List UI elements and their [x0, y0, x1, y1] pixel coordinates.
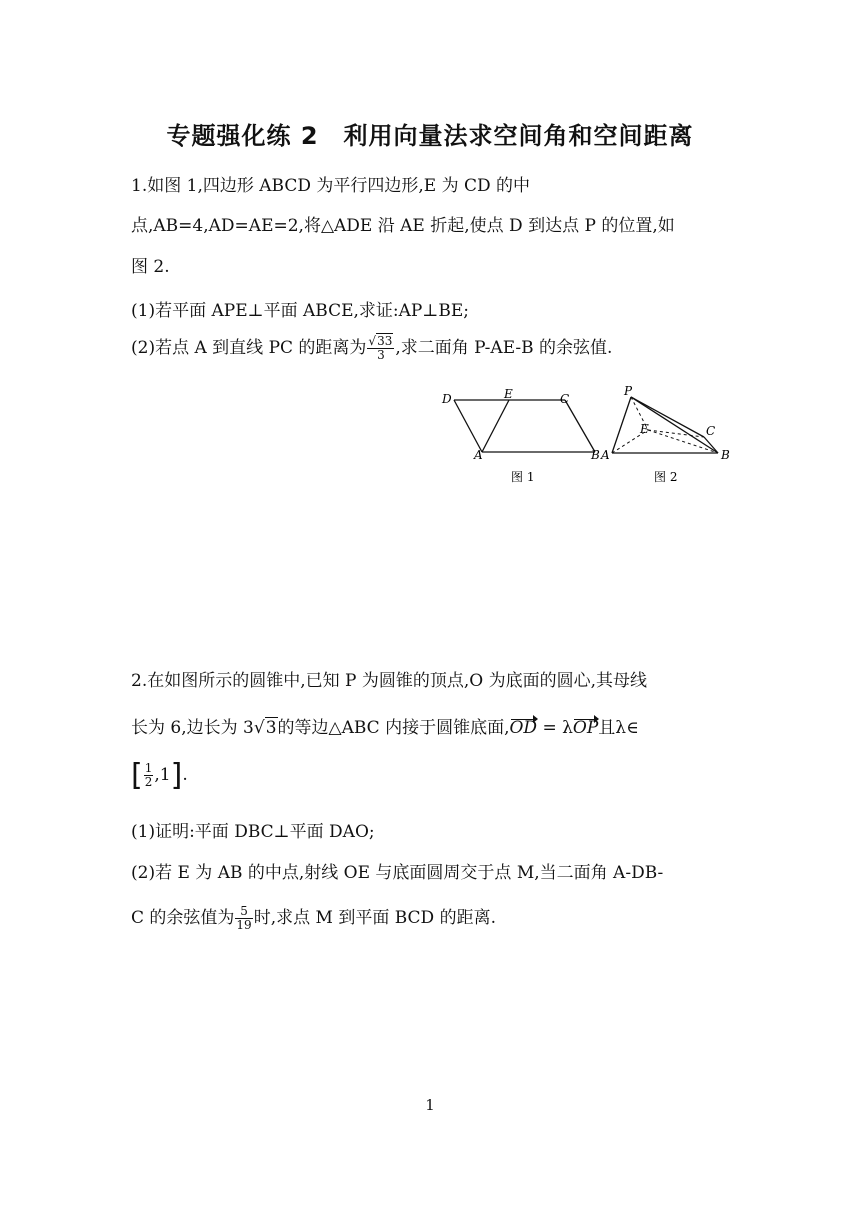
problem2-line2 — [131, 713, 639, 738]
fraction-denominator: 3 — [377, 348, 385, 362]
problem1-line3: 图 2. — [131, 257, 170, 277]
figure1-label-E: E — [504, 387, 513, 401]
problem1-part2 — [131, 333, 612, 362]
problem1-distance-fraction — [367, 335, 394, 362]
problem2-line2-text-c: 且λ∈ — [598, 718, 639, 738]
right-bracket: ] — [170, 758, 183, 793]
sqrt-symbol: √ — [368, 334, 377, 348]
fraction-denominator: 2 — [144, 775, 153, 789]
problem1-line1: 1.如图 1,四边形 ABCD 为平行四边形,E 为 CD 的中 — [131, 176, 531, 196]
figure1-label-A: A — [474, 448, 483, 462]
problem2-part1: (1)证明:平面 DBC⊥平面 DAO; — [131, 822, 375, 842]
problem1-part2-text-before: (2)若点 A 到直线 PC 的距离为 — [131, 338, 367, 358]
problem2-line2-text-b: 的等边△ABC 内接于圆锥底面, — [277, 718, 510, 738]
problem2-part2-text-b: 时,求点 M 到平面 BCD 的距离. — [253, 908, 496, 928]
vector-od: OD — [509, 718, 538, 738]
page-title: 专题强化练 2 利用向量法求空间角和空间距离 — [166, 122, 694, 150]
vector-equation-operator: = λ — [537, 718, 573, 738]
figure1-label-C: C — [560, 392, 570, 406]
page-number: 1 — [425, 1096, 435, 1114]
figure2-label-C: C — [706, 424, 716, 438]
problem2-part2-line2 — [131, 903, 496, 932]
figure2-label-A: A — [601, 448, 610, 462]
fraction-numerator: 1 — [144, 761, 153, 775]
problem1-line2: 点,AB=4,AD=AE=2,将△ADE 沿 AE 折起,使点 D 到达点 P 的位置,如 — [131, 216, 675, 236]
range-fraction — [144, 762, 154, 789]
figure1-label-D: D — [442, 392, 452, 406]
fraction-numerator: 33 — [377, 334, 393, 348]
left-bracket: [ — [131, 758, 143, 793]
figure2-label-P: P — [624, 385, 633, 398]
problem1-figures — [436, 385, 736, 495]
figure1-label-B: B — [591, 448, 600, 462]
figure1-parallelogram — [454, 400, 595, 452]
fraction-denominator: 19 — [236, 918, 252, 932]
problem1-part1: (1)若平面 APE⊥平面 ABCE,求证:AP⊥BE; — [131, 301, 469, 321]
figure2-label-E: E — [640, 422, 649, 436]
problem1-part2-text-after: ,求二面角 P-AE-B 的余弦值. — [395, 338, 613, 358]
problem2-part2-text-a: C 的余弦值为 — [131, 908, 235, 928]
figure1-caption: 图 1 — [511, 470, 535, 484]
figure2-solid — [612, 397, 718, 453]
problem2-range — [131, 758, 188, 793]
sqrt-symbol: √ — [253, 718, 265, 738]
cosine-fraction — [235, 905, 252, 932]
sqrt-radicand: 3 — [265, 718, 277, 738]
figure2-label-B: B — [721, 448, 730, 462]
problem2-part2-line1: (2)若 E 为 AB 的中点,射线 OE 与底面圆周交于点 M,当二面角 A-DB- — [131, 863, 664, 883]
figure2-caption: 图 2 — [654, 470, 678, 484]
range-period: . — [182, 765, 188, 785]
problem2-line2-text-a: 长为 6,边长为 3 — [131, 718, 254, 738]
problem2-line1: 2.在如图所示的圆锥中,已知 P 为圆锥的顶点,O 为底面的圆心,其母线 — [131, 671, 648, 691]
vector-op: OP — [572, 718, 599, 738]
range-upper: ,1 — [154, 765, 171, 785]
fraction-numerator: 5 — [235, 905, 252, 919]
